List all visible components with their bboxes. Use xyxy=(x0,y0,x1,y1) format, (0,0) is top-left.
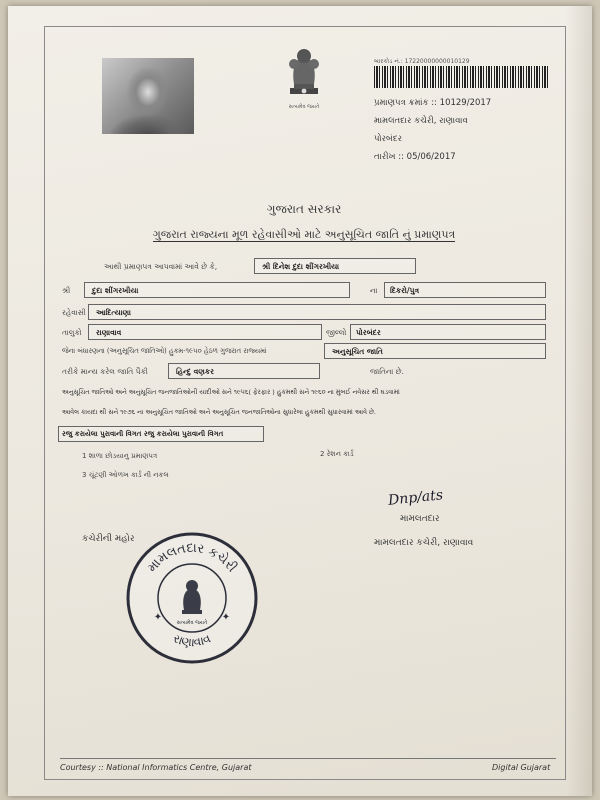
applicant-photo xyxy=(102,58,194,134)
applicant-name: શ્રી દિનેશ દુદા શીંગરખીયા xyxy=(262,262,340,271)
caste-value: હિન્દુ વણકર xyxy=(176,367,214,376)
seal-top-text: મામલતદાર કચેરી xyxy=(144,540,240,576)
legal-text-line-2: આવેલ કાયદા થી સને ૧૯૭૬ ના અનુસૂચિત જાતિઓ અને અનુસૂચિત જનજાતિઓના સુધારેલા હુકમથી સુધારવામાં આવે છે. xyxy=(62,408,376,416)
certificate-number-row xyxy=(374,98,491,108)
signatory-designation: મામલતદાર xyxy=(400,514,440,524)
caste-suffix: જાતિના છે. xyxy=(370,367,404,376)
issuing-office: મામલતદાર કચેરી, રાણાવાવ xyxy=(374,116,468,126)
legal-text-line-1: અનુસૂચિત જાતિઓ અને અનુસૂચિત જનજાતિઓની યાદીઓ સને ૧૯૫૬( ફેરફાર ) હુકમથી સને ૧૯૬૦ ના મુંબઈ નવેસર થી ઘડવામાં xyxy=(62,388,400,396)
taluka-label: તાલુકો xyxy=(62,328,82,337)
official-seal xyxy=(124,530,260,666)
footer-rule xyxy=(60,758,556,759)
seal-star-right-icon: ✦ xyxy=(221,612,231,623)
issuing-district: પોરબંદર xyxy=(374,134,403,144)
page-border xyxy=(44,26,566,780)
taluka-box xyxy=(88,324,322,340)
page-shadow-edge xyxy=(566,6,592,796)
office-stamp-label: કચેરીની મહોર xyxy=(82,534,135,544)
seal-motto: સત્યમેવ જયતે xyxy=(176,620,208,626)
resident-value: આદિત્યાણા xyxy=(96,308,131,317)
seal-star-left-icon: ✦ xyxy=(153,612,163,623)
emblem-caption: સત્યમેવ જયતે xyxy=(288,104,320,110)
footer-courtesy: Courtesy :: National Informatics Centre, Gujarat xyxy=(60,763,252,772)
recognized-label: તરીકે માન્ય કરેલ જાતિ પૈકી xyxy=(62,367,148,376)
category-value: અનુસૂચિત જાતિ xyxy=(332,347,383,356)
issue-date-label: તારીખ xyxy=(374,152,396,162)
resident-box xyxy=(88,304,546,320)
evidence-item-1: 1 શાળા છોડયાનુ પ્રમાણપત્ર xyxy=(82,452,158,460)
evidence-heading: રજુ કરાયેલા પુરાવાની વિગત રજુ કરાયેલા પુરાવાની વિગત xyxy=(62,430,224,438)
signatory-office: મામલતદાર કચેરી, રાણાવાવ xyxy=(374,538,474,548)
barcode xyxy=(374,66,550,88)
evidence-item-2: 2 રેશન કાર્ડ xyxy=(320,450,354,458)
footer-brand: Digital Gujarat xyxy=(492,763,551,772)
government-title: ગુજરાત સરકાર xyxy=(266,202,342,216)
relation: દિકરો/પુત્ર xyxy=(390,286,420,295)
na-label: ના xyxy=(370,286,378,295)
seal-bottom-text: રાણાવાવ xyxy=(171,631,213,650)
taluka-value: રાણાવાવ xyxy=(96,328,122,337)
evidence-item-3: 3 ચૂંટણી ઓળખ કાર્ડ ની નકલ xyxy=(82,471,169,479)
issue-date: :: 05/06/2017 xyxy=(398,152,456,162)
certificate-page xyxy=(8,6,592,796)
resident-label: રહેવાસી xyxy=(62,308,86,317)
certificate-number: :: 10129/2017 xyxy=(431,98,492,108)
state-emblem-icon xyxy=(280,44,328,102)
barcode-text: બારકોડ નં.: 17220000000010129 xyxy=(374,58,470,65)
certificate-number-label: પ્રમાણપત્ર ક્રમાંક xyxy=(374,98,429,108)
certificate-subtitle: ગુજરાત રાજ્યના મૂળ રહેવાસીઓ માટે અનુસૂચિત જાતિ નું પ્રમાણપત્ર xyxy=(152,228,456,241)
father-name: દુદા શીંગરખીયા xyxy=(92,286,139,295)
district-label: જીલ્લો xyxy=(326,328,347,337)
certify-text: આથી પ્રમાણપત્ર આપવામાં આવે છે કે, xyxy=(104,262,218,271)
shri-label: શ્રી xyxy=(62,286,71,295)
issue-date-row xyxy=(374,152,456,162)
district-value: પોરબંદર xyxy=(356,328,381,337)
order-text: જેના બંધારણના (અનુસૂચિત જાતિઓ) હુકમ-૧૯૫૦ હેઠળ ગુજરાત રાજ્યમાં xyxy=(62,347,267,355)
officer-signature: Dnp/ats xyxy=(387,487,444,509)
